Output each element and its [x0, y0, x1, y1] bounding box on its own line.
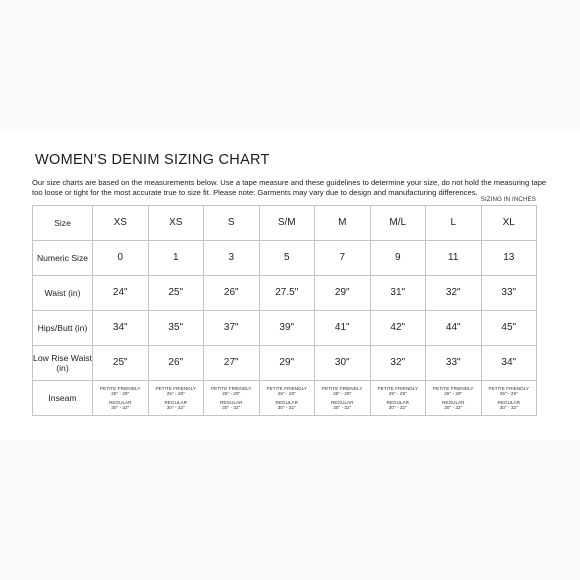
regular-range: 30" - 32"	[333, 405, 352, 411]
petite-label: PETITE FRIENDLY	[488, 385, 529, 391]
sizing-chart-card	[0, 130, 580, 440]
numeric-size-cell: 3	[204, 241, 260, 276]
waist-cell: 33"	[481, 276, 537, 311]
size-cell: L	[426, 206, 482, 241]
top-background	[0, 0, 580, 130]
inseam-cell	[204, 381, 260, 416]
size-cell: M	[315, 206, 371, 241]
waist-cell: 25"	[148, 276, 204, 311]
regular-label: REGULAR	[497, 400, 521, 405]
regular-range: 30" - 32"	[499, 405, 518, 411]
petite-range: 25" - 29"	[222, 390, 241, 396]
regular-label: REGULAR	[108, 400, 132, 405]
low-rise-cell: 32"	[370, 346, 426, 381]
regular-label: REGULAR	[386, 400, 410, 405]
inseam-cell	[481, 381, 537, 416]
numeric-size-cell: 1	[148, 241, 204, 276]
row-label-inseam: Inseam	[33, 381, 93, 416]
size-cell: XS	[93, 206, 149, 241]
numeric-size-cell: 0	[93, 241, 149, 276]
size-cell: S	[204, 206, 260, 241]
regular-range: 30" - 32"	[388, 405, 407, 411]
regular-label: REGULAR	[441, 400, 465, 405]
chart-title: WOMEN’S DENIM SIZING CHART	[35, 152, 270, 168]
size-cell: XL	[481, 206, 537, 241]
hips-cell: 34"	[93, 311, 149, 346]
petite-label: PETITE FRIENDLY	[155, 385, 196, 391]
low-rise-cell: 26"	[148, 346, 204, 381]
waist-cell: 31"	[370, 276, 426, 311]
bottom-background	[0, 440, 580, 580]
petite-range: 25" - 29"	[444, 390, 463, 396]
petite-range: 25" - 29"	[277, 390, 296, 396]
size-cell: M/L	[370, 206, 426, 241]
row-waist	[33, 276, 537, 311]
hips-cell: 37"	[204, 311, 260, 346]
waist-cell: 29"	[315, 276, 371, 311]
chart-description: Our size charts are based on the measurements below. Use a tape measure and these guidelines to determine your size, do not hold the measuring tape too loose or tight for the most accurate true to size fit. Please note: Garments may vary due to design and manufacturing differences.	[32, 178, 547, 197]
numeric-size-cell: 9	[370, 241, 426, 276]
waist-cell: 26"	[204, 276, 260, 311]
regular-range: 30" - 32"	[222, 405, 241, 411]
row-label-size: Size	[33, 206, 93, 241]
inseam-cell	[148, 381, 204, 416]
size-table	[32, 205, 537, 416]
row-size	[33, 206, 537, 241]
row-label-numeric-size: Numeric Size	[33, 241, 93, 276]
size-cell: S/M	[259, 206, 315, 241]
inseam-cell	[315, 381, 371, 416]
units-note: SIZING IN INCHES	[480, 196, 536, 203]
petite-range: 25" - 29"	[333, 390, 352, 396]
petite-range: 25" - 29"	[499, 390, 518, 396]
hips-cell: 45"	[481, 311, 537, 346]
petite-label: PETITE FRIENDLY	[100, 385, 141, 391]
hips-cell: 44"	[426, 311, 482, 346]
low-rise-cell: 33"	[426, 346, 482, 381]
low-rise-cell: 27"	[204, 346, 260, 381]
inseam-cell	[259, 381, 315, 416]
hips-cell: 42"	[370, 311, 426, 346]
petite-label: PETITE FRIENDLY	[211, 385, 252, 391]
row-label-waist: Waist (in)	[33, 276, 93, 311]
regular-range: 30" - 32"	[444, 405, 463, 411]
numeric-size-cell: 13	[481, 241, 537, 276]
row-label-low-rise-waist: Low Rise Waist (in)	[33, 346, 93, 381]
row-label-hips: Hips/Butt (in)	[33, 311, 93, 346]
regular-label: REGULAR	[330, 400, 354, 405]
waist-cell: 27.5"	[259, 276, 315, 311]
numeric-size-cell: 5	[259, 241, 315, 276]
waist-cell: 24"	[93, 276, 149, 311]
petite-label: PETITE FRIENDLY	[377, 385, 418, 391]
row-numeric-size	[33, 241, 537, 276]
petite-range: 29" - 29"	[388, 390, 407, 396]
row-hips	[33, 311, 537, 346]
numeric-size-cell: 11	[426, 241, 482, 276]
hips-cell: 41"	[315, 311, 371, 346]
hips-cell: 35"	[148, 311, 204, 346]
numeric-size-cell: 7	[315, 241, 371, 276]
low-rise-cell: 30"	[315, 346, 371, 381]
regular-range: 30" - 32"	[166, 405, 185, 411]
regular-label: REGULAR	[275, 400, 299, 405]
low-rise-cell: 34"	[481, 346, 537, 381]
regular-range: 30" - 32"	[111, 405, 130, 411]
size-cell: XS	[148, 206, 204, 241]
petite-label: PETITE FRIENDLY	[433, 385, 474, 391]
hips-cell: 39"	[259, 311, 315, 346]
inseam-cell	[370, 381, 426, 416]
row-inseam	[33, 381, 537, 416]
petite-label: PETITE FRIENDLY	[266, 385, 307, 391]
petite-range: 25" - 29"	[111, 390, 130, 396]
inseam-cell	[93, 381, 149, 416]
waist-cell: 32"	[426, 276, 482, 311]
inseam-cell	[426, 381, 482, 416]
low-rise-cell: 29"	[259, 346, 315, 381]
low-rise-cell: 25"	[93, 346, 149, 381]
regular-label: REGULAR	[164, 400, 188, 405]
petite-range: 25" - 28"	[166, 390, 185, 396]
regular-label: REGULAR	[219, 400, 243, 405]
row-low-rise-waist	[33, 346, 537, 381]
regular-range: 30" - 32"	[277, 405, 296, 411]
petite-label: PETITE FRIENDLY	[322, 385, 363, 391]
